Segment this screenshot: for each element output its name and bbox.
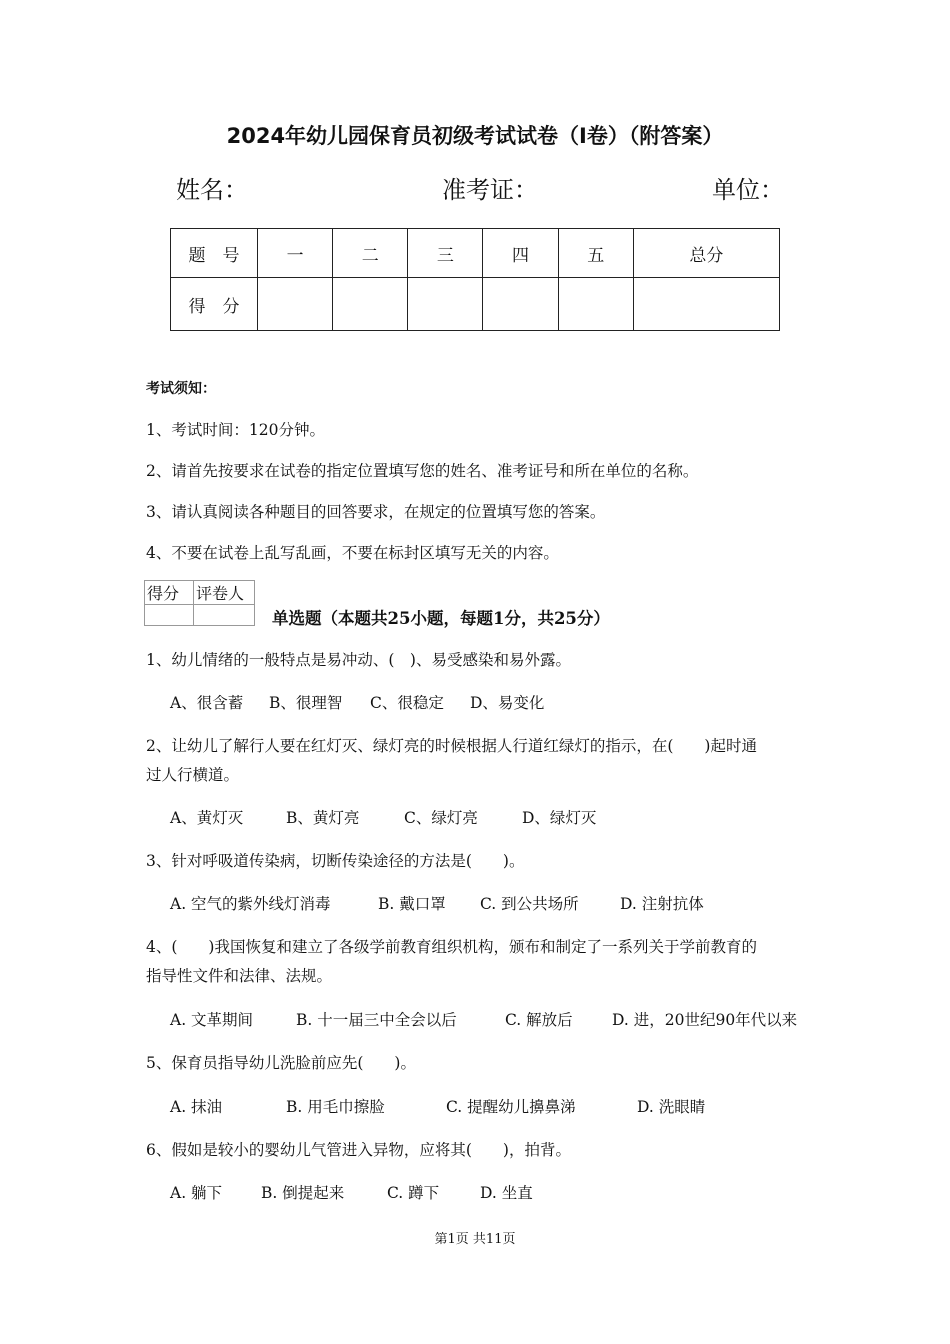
grader-name-field[interactable] — [194, 605, 255, 626]
question-stem: 6、假如是较小的婴幼儿气管进入异物，应将其( )，拍背。 — [146, 1141, 571, 1159]
option-a[interactable]: A. 躺下 — [170, 1184, 223, 1202]
option-b[interactable]: B、很理智 — [269, 694, 343, 712]
score-cell-section-1: 一 — [258, 229, 333, 278]
score-cell-total: 总分 — [633, 229, 779, 278]
question-stem: 1、幼儿情绪的一般特点是易冲动、( )、易受感染和易外露。 — [146, 651, 571, 669]
option-d[interactable]: D. 注射抗体 — [620, 895, 704, 913]
page-title: 2024年幼儿园保育员初级考试试卷（I卷）（附答案） — [226, 124, 724, 148]
name-label: 姓名： — [176, 176, 248, 204]
score-input-3[interactable] — [408, 278, 483, 331]
score-cell-label: 题 号 — [171, 229, 258, 278]
option-c[interactable]: C. 解放后 — [505, 1011, 573, 1029]
page-footer: 第1页 共11页 — [434, 1232, 516, 1247]
unit-label: 单位： — [712, 176, 784, 204]
score-cell-section-5: 五 — [558, 229, 633, 278]
score-input-2[interactable] — [333, 278, 408, 331]
question-stem-cont: 指导性文件和法律、法规。 — [146, 967, 333, 985]
option-d[interactable]: D. 坐直 — [480, 1184, 533, 1202]
score-cell-section-3: 三 — [408, 229, 483, 278]
option-c[interactable]: C、很稳定 — [370, 694, 444, 712]
option-d[interactable]: D、易变化 — [470, 694, 545, 712]
question-stem: 5、保育员指导幼儿洗脸前应先( )。 — [146, 1054, 416, 1072]
score-table-header-row — [171, 229, 780, 278]
question-stem: 2、让幼儿了解行人要在红灯灭、绿灯亮的时候根据人行道红绿灯的指示，在( )起时通 — [146, 737, 757, 755]
score-input-total[interactable] — [633, 278, 779, 331]
question-stem: 3、针对呼吸道传染病，切断传染途径的方法是( )。 — [146, 852, 525, 870]
grader-score-field[interactable] — [145, 605, 194, 626]
score-table-score-row — [171, 278, 780, 331]
option-c[interactable]: C. 提醒幼儿擤鼻涕 — [446, 1098, 576, 1116]
notice-heading: 考试须知： — [146, 381, 216, 397]
option-a[interactable]: A. 空气的紫外线灯消毒 — [170, 895, 331, 913]
notice-item: 1、考试时间：120分钟。 — [146, 421, 325, 439]
grader-box — [144, 580, 255, 626]
option-b[interactable]: B、黄灯亮 — [286, 809, 360, 827]
option-d[interactable]: D. 进，20世纪90年代以来 — [612, 1011, 798, 1029]
option-d[interactable]: D、绿灯灭 — [522, 809, 597, 827]
notice-item: 2、请首先按要求在试卷的指定位置填写您的姓名、准考证号和所在单位的名称。 — [146, 462, 699, 480]
option-a[interactable]: A. 文革期间 — [170, 1011, 254, 1029]
option-c[interactable]: C. 到公共场所 — [480, 895, 579, 913]
option-b[interactable]: B. 十一届三中全会以后 — [296, 1011, 457, 1029]
option-b[interactable]: B. 倒提起来 — [261, 1184, 345, 1202]
score-table — [170, 228, 780, 331]
option-a[interactable]: A. 抹油 — [170, 1098, 223, 1116]
option-d[interactable]: D. 洗眼睛 — [637, 1098, 706, 1116]
grader-name-label: 评卷人 — [194, 581, 255, 605]
option-c[interactable]: C、绿灯亮 — [404, 809, 478, 827]
option-a[interactable]: A、很含蓄 — [170, 694, 244, 712]
score-input-1[interactable] — [258, 278, 333, 331]
score-cell-section-2: 二 — [333, 229, 408, 278]
option-b[interactable]: B. 用毛巾擦脸 — [286, 1098, 385, 1116]
score-cell-section-4: 四 — [483, 229, 558, 278]
section-title: 单选题（本题共25小题，每题1分，共25分） — [272, 609, 610, 628]
exam-id-label: 准考证： — [442, 176, 538, 204]
notice-item: 3、请认真阅读各种题目的回答要求，在规定的位置填写您的答案。 — [146, 503, 606, 521]
score-input-5[interactable] — [558, 278, 633, 331]
score-input-4[interactable] — [483, 278, 558, 331]
option-a[interactable]: A、黄灯灭 — [170, 809, 244, 827]
notice-item: 4、不要在试卷上乱写乱画，不要在标封区填写无关的内容。 — [146, 544, 559, 562]
option-b[interactable]: B. 戴口罩 — [378, 895, 446, 913]
question-stem: 4、( )我国恢复和建立了各级学前教育组织机构，颁布和制定了一系列关于学前教育的 — [146, 938, 757, 956]
score-row-label: 得 分 — [171, 278, 258, 331]
option-c[interactable]: C. 蹲下 — [387, 1184, 440, 1202]
grader-score-label: 得分 — [145, 581, 194, 605]
question-stem-cont: 过人行横道。 — [146, 766, 240, 784]
